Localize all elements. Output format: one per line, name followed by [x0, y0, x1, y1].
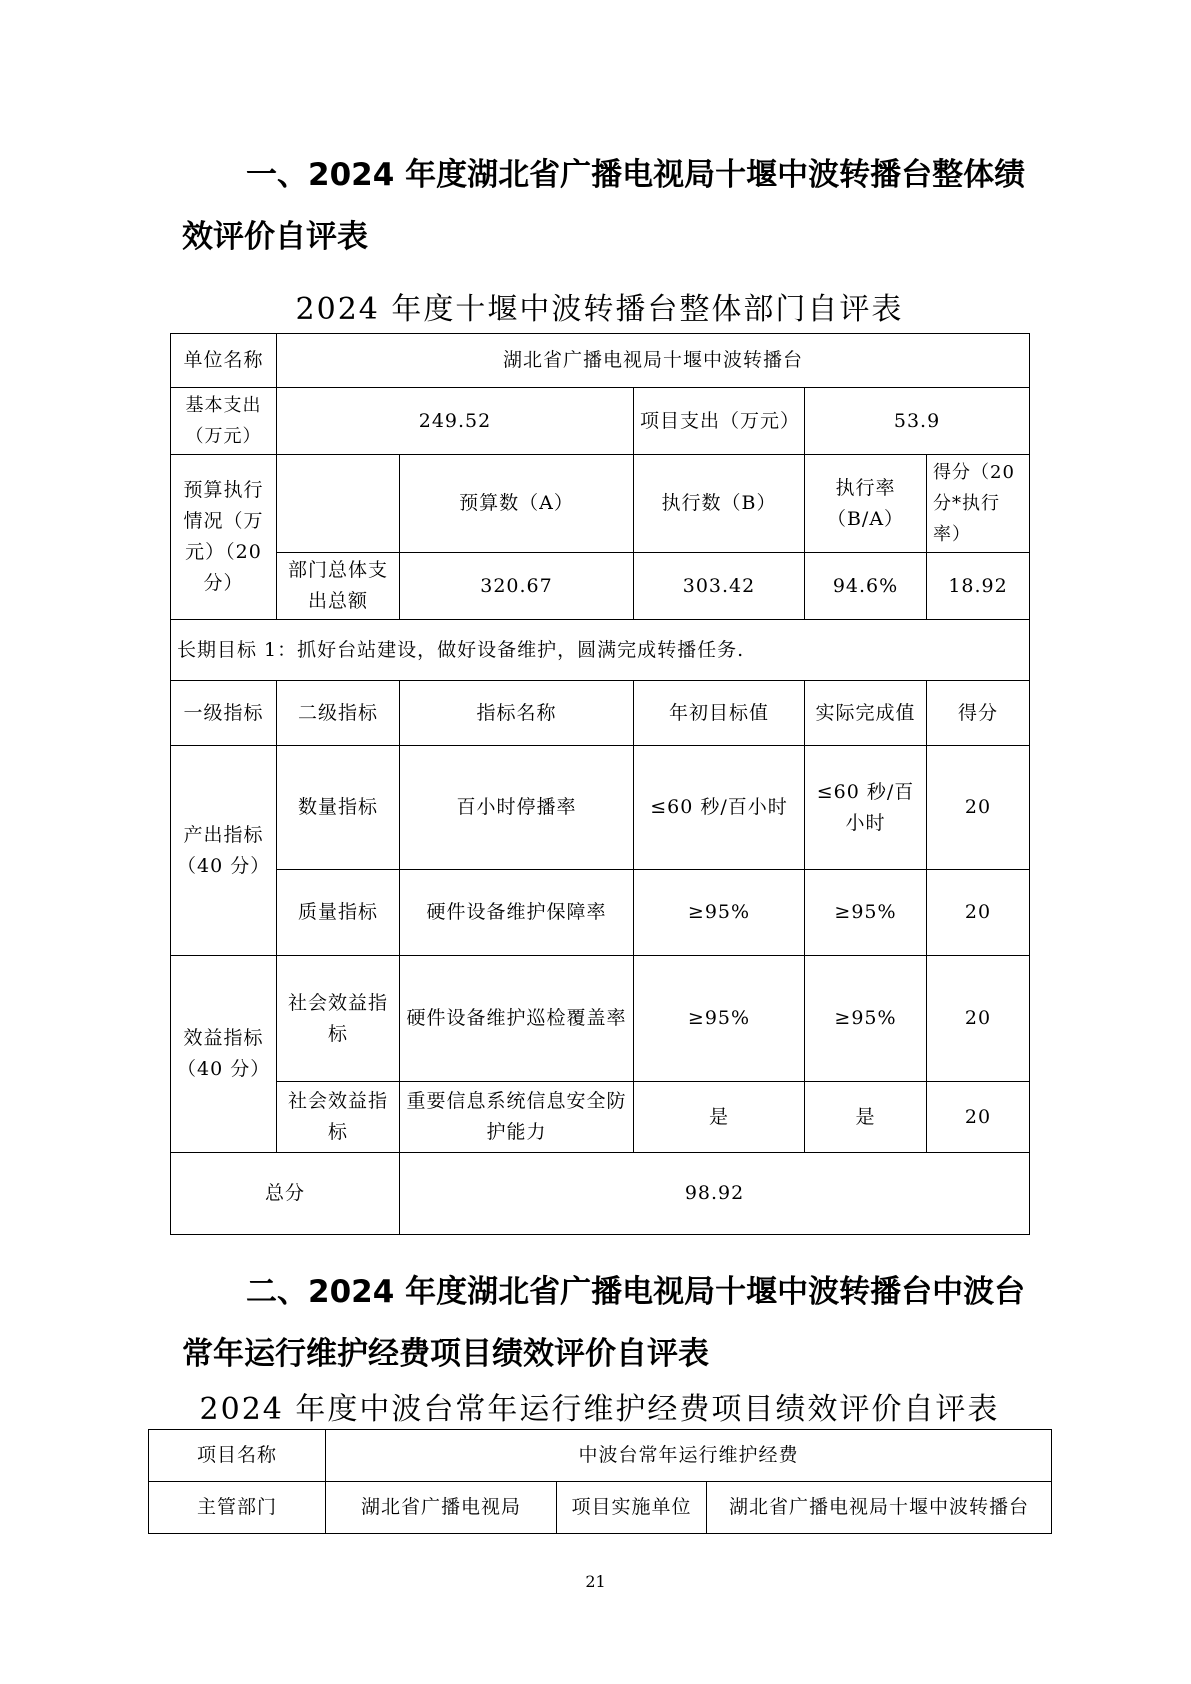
header-target: 年初目标值: [634, 681, 805, 746]
basic-expense-label: 基本支出（万元）: [171, 388, 277, 455]
row-target: ≥95%: [634, 956, 805, 1082]
total-score-value: 98.92: [400, 1153, 1030, 1235]
total-budget-value: 320.67: [400, 553, 634, 620]
budget-execution-label: 预算执行情况（万元）（20 分）: [171, 455, 277, 620]
header-actual: 实际完成值: [805, 681, 927, 746]
exec-rate-header: 执行率（B/A）: [805, 455, 927, 553]
table-row: [171, 956, 1030, 1082]
project-self-eval-table: [148, 1429, 1052, 1534]
output-indicator-group: 产出指标（40 分）: [171, 746, 277, 956]
exec-score-header: 得分（20分*执行率）: [927, 455, 1030, 553]
budget-a-header: 预算数（A）: [400, 455, 634, 553]
row-score: 20: [927, 1082, 1030, 1153]
unit-name-value: 湖北省广播电视局十堰中波转播台: [277, 334, 1030, 388]
row-name: 百小时停播率: [400, 746, 634, 870]
project-name-value: 中波台常年运行维护经费: [326, 1430, 1052, 1482]
header-indicator-name: 指标名称: [400, 681, 634, 746]
supervising-dept-label: 主管部门: [149, 1482, 326, 1534]
unit-name-label: 单位名称: [171, 334, 277, 388]
long-term-goal: 长期目标 1：抓好台站建设，做好设备维护，圆满完成转播任务.: [171, 620, 1030, 681]
impl-unit-value: 湖北省广播电视局十堰中波转播台: [707, 1482, 1052, 1534]
row-actual: ≥95%: [805, 956, 927, 1082]
section1-heading-line1: 一、2024 年度湖北省广播电视局十堰中波转播台整体绩: [246, 157, 1026, 193]
row-level2: 社会效益指标: [277, 1082, 400, 1153]
page-number: 21: [585, 1572, 606, 1591]
exec-rate-value: 94.6%: [805, 553, 927, 620]
table-row: [171, 746, 1030, 870]
benefit-indicator-group: 效益指标（40 分）: [171, 956, 277, 1153]
total-expense-label: 部门总体支出总额: [277, 553, 400, 620]
project-expense-label: 项目支出（万元）: [634, 388, 805, 455]
row-score: 20: [927, 870, 1030, 956]
project-name-label: 项目名称: [149, 1430, 326, 1482]
empty-cell: [277, 455, 400, 553]
header-level2: 二级指标: [277, 681, 400, 746]
basic-expense-value: 249.52: [277, 388, 634, 455]
header-level1: 一级指标: [171, 681, 277, 746]
row-actual: ≥95%: [805, 870, 927, 956]
row-name: 硬件设备维护巡检覆盖率: [400, 956, 634, 1082]
total-executed-value: 303.42: [634, 553, 805, 620]
table1-title: 2024 年度十堰中波转播台整体部门自评表: [295, 292, 904, 327]
header-score: 得分: [927, 681, 1030, 746]
section2-heading-line2: 常年运行维护经费项目绩效评价自评表: [182, 1336, 709, 1372]
table-row: [171, 1082, 1030, 1153]
row-actual: ≤60 秒/百小时: [805, 746, 927, 870]
project-expense-value: 53.9: [805, 388, 1030, 455]
table-row: [171, 870, 1030, 956]
row-score: 20: [927, 956, 1030, 1082]
row-level2: 质量指标: [277, 870, 400, 956]
row-name: 重要信息系统信息安全防护能力: [400, 1082, 634, 1153]
section2-heading-line1: 二、2024 年度湖北省广播电视局十堰中波转播台中波台: [246, 1274, 1026, 1310]
row-level2: 数量指标: [277, 746, 400, 870]
row-name: 硬件设备维护保障率: [400, 870, 634, 956]
table2-title: 2024 年度中波台常年运行维护经费项目绩效评价自评表: [199, 1392, 1000, 1427]
section1-heading: [182, 144, 1042, 268]
impl-unit-label: 项目实施单位: [557, 1482, 707, 1534]
section1-heading-line2: 效评价自评表: [182, 219, 368, 255]
exec-score-value: 18.92: [927, 553, 1030, 620]
row-target: 是: [634, 1082, 805, 1153]
row-level2: 社会效益指标: [277, 956, 400, 1082]
supervising-dept-value: 湖北省广播电视局: [326, 1482, 557, 1534]
total-score-label: 总分: [171, 1153, 400, 1235]
budget-b-header: 执行数（B）: [634, 455, 805, 553]
row-actual: 是: [805, 1082, 927, 1153]
row-target: ≥95%: [634, 870, 805, 956]
row-score: 20: [927, 746, 1030, 870]
section2-heading: [182, 1261, 1042, 1385]
row-target: ≤60 秒/百小时: [634, 746, 805, 870]
department-self-eval-table: [170, 333, 1030, 1235]
